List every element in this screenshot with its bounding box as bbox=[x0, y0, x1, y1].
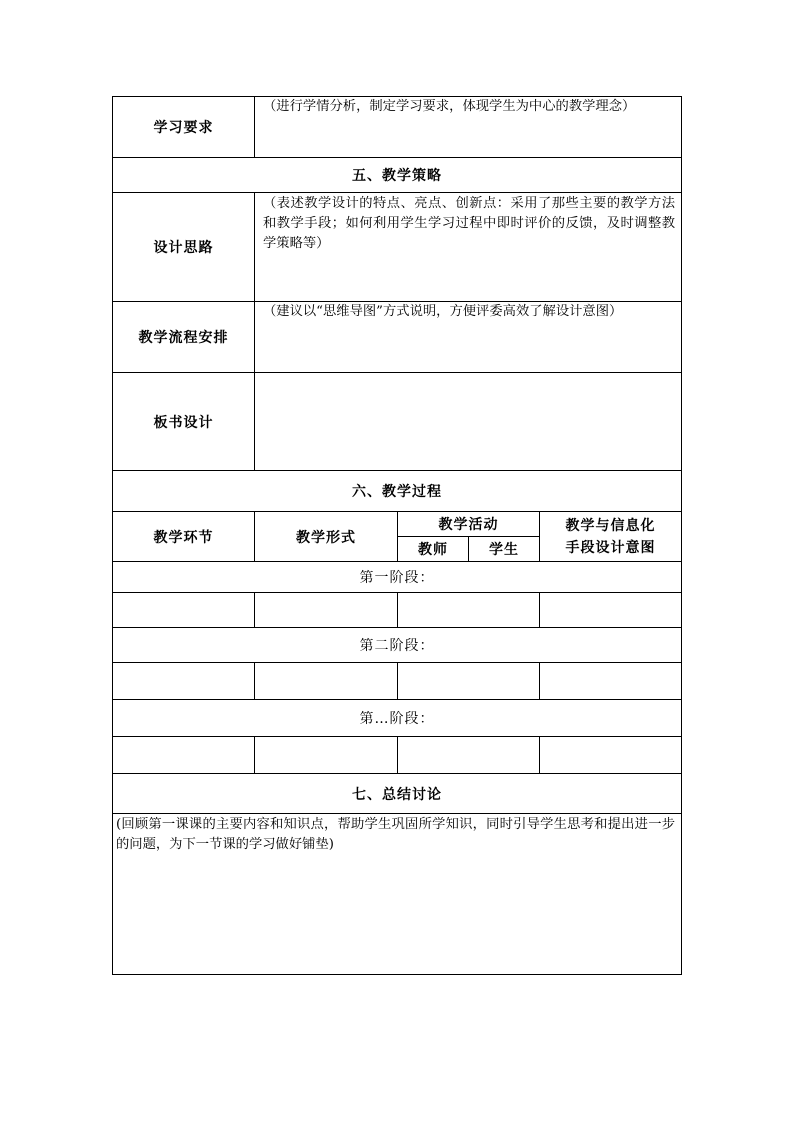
rule bbox=[539, 736, 540, 773]
rule bbox=[254, 662, 255, 699]
design-idea-label: 设计思路 bbox=[153, 240, 214, 256]
learning-requirements-label: 学习要求 bbox=[153, 120, 214, 136]
header-design-intent-line2: 手段设计意图 bbox=[565, 539, 656, 556]
stage-2-label: 第二阶段： bbox=[359, 638, 435, 654]
section-teaching-process: 六、教学过程 bbox=[352, 484, 442, 500]
rule bbox=[254, 736, 255, 773]
rule bbox=[397, 736, 398, 773]
header-teaching-activity: 教学活动 bbox=[438, 517, 499, 533]
rule bbox=[539, 662, 540, 699]
rule bbox=[254, 592, 255, 627]
header-student: 学生 bbox=[489, 542, 519, 558]
summary-note: (回顾第一课课的主要内容和知识点，帮助学生巩固所学知识，同时引导学生思考和提出进一步的问题，为下一节课的学习做好铺垫) bbox=[116, 817, 675, 852]
rule bbox=[397, 592, 398, 627]
learning-requirements-note: （进行学情分析，制定学习要求，体现学生为中心的教学理念） bbox=[263, 99, 636, 114]
section-summary-discussion: 七、总结讨论 bbox=[352, 786, 442, 803]
header-teaching-stage: 教学环节 bbox=[153, 529, 214, 546]
rule bbox=[397, 662, 398, 699]
design-idea-note: （表述教学设计的特点、亮点、创新点：采用了那些主要的教学方法和教学手段；如何利用学生学习过程中即时评价的反馈，及时调整教学策略等） bbox=[263, 196, 675, 251]
rule bbox=[113, 813, 681, 814]
header-design-intent bbox=[540, 512, 681, 561]
rule bbox=[539, 592, 540, 627]
stage-n-label: 第…阶段： bbox=[359, 711, 435, 727]
stage-1-label: 第一阶段： bbox=[359, 570, 435, 586]
section-teaching-strategy: 五、教学策略 bbox=[352, 168, 442, 184]
lesson-plan-form bbox=[112, 96, 682, 975]
process-note: （建议以“思维导图”方式说明，方便评委高效了解设计意图） bbox=[263, 304, 623, 319]
board-design-content[interactable] bbox=[255, 373, 681, 470]
header-teacher: 教师 bbox=[418, 542, 448, 558]
header-teaching-form: 教学形式 bbox=[296, 529, 356, 546]
process-label: 教学流程安排 bbox=[138, 330, 229, 346]
header-design-intent-line1: 教学与信息化 bbox=[565, 517, 656, 534]
board-design-label: 板书设计 bbox=[153, 414, 214, 431]
